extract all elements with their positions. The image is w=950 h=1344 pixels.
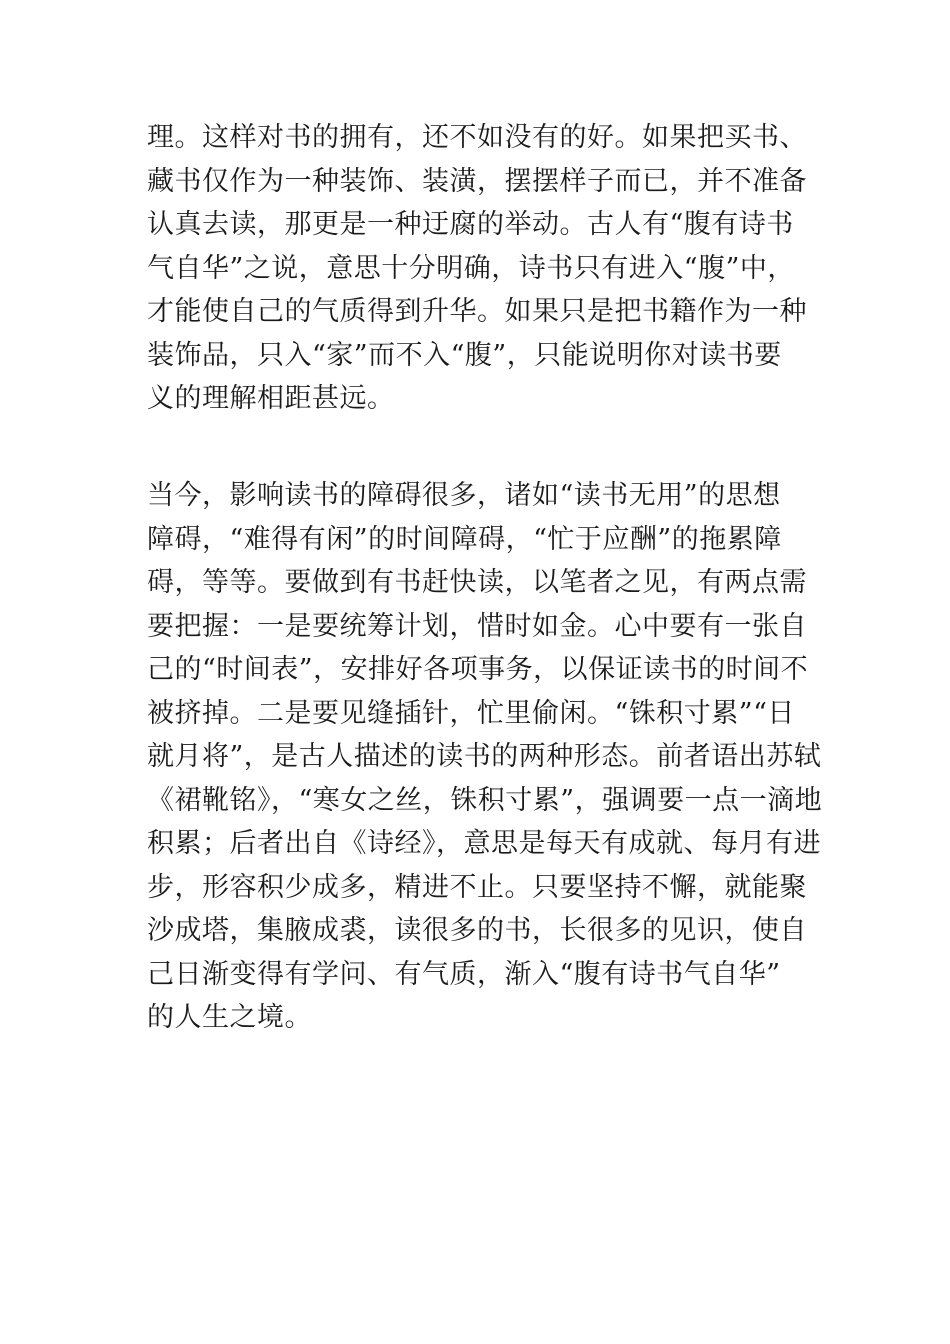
paragraph-1-line: 装饰品，只入“家”而不入“腹”，只能说明你对读书要: [147, 339, 782, 371]
paragraph-2-line: 碍，等等。要做到有书赶快读，以笔者之见，有两点需: [147, 567, 807, 598]
paragraph-2-line: 己的“时间表”，安排好各项事务，以保证读书的时间不: [147, 654, 809, 685]
paragraph-1-line: 理。这样对书的拥有，还不如没有的好。如果把买书、: [147, 122, 807, 153]
paragraph-2-line: 要把握：一是要统筹计划，惜时如金。心中要有一张自: [147, 610, 807, 642]
paragraph-1-line: 藏书仅作为一种装饰、装潢，摆摆样子而已，并不准备: [147, 165, 807, 197]
paragraph-2-line: 当今，影响读书的障碍很多，诸如“读书无用”的思想: [147, 480, 781, 511]
paragraph-1-line: 才能使自己的气质得到升华。如果只是把书籍作为一种: [147, 296, 807, 327]
paragraph-1: [147, 116, 807, 421]
paragraph-2-line: 《裙靴铭》，“寒女之丝，铢积寸累”，强调要一点一滴地: [147, 784, 823, 816]
paragraph-2-line: 就月将”，是古人描述的读书的两种形态。前者语出苏轼: [147, 741, 822, 772]
paragraph-2-line: 障碍，“难得有闲”的时间障碍，“忙于应酬”的拖累障: [147, 523, 782, 555]
paragraph-1-line: 气自华”之说，意思十分明确，诗书只有进入“腹”中，: [147, 252, 795, 284]
paragraph-1-line: 认真去读，那更是一种迂腐的举动。古人有“腹有诗书: [147, 209, 794, 240]
paragraph-1-line: 义的理解相距甚远。: [147, 383, 395, 414]
paragraph-2-line: 步，形容积少成多，精进不止。只要坚持不懈，就能聚: [147, 871, 807, 903]
paragraph-2-line: 己日渐变得有学问、有气质，渐入“腹有诗书气自华”: [147, 958, 781, 990]
paragraph-2: [147, 474, 822, 1040]
paragraph-2-line: 积累；后者出自《诗经》，意思是每天有成就、每月有进: [147, 828, 821, 859]
paragraph-2-line: 被挤掉。二是要见缝插针，忙里偷闲。“铢积寸累”“日: [147, 697, 795, 729]
paragraph-2-line: 沙成塔，集腋成裘，读很多的书，长很多的见识，使自: [147, 915, 807, 946]
paragraph-2-line: 的人生之境。: [147, 1002, 312, 1033]
